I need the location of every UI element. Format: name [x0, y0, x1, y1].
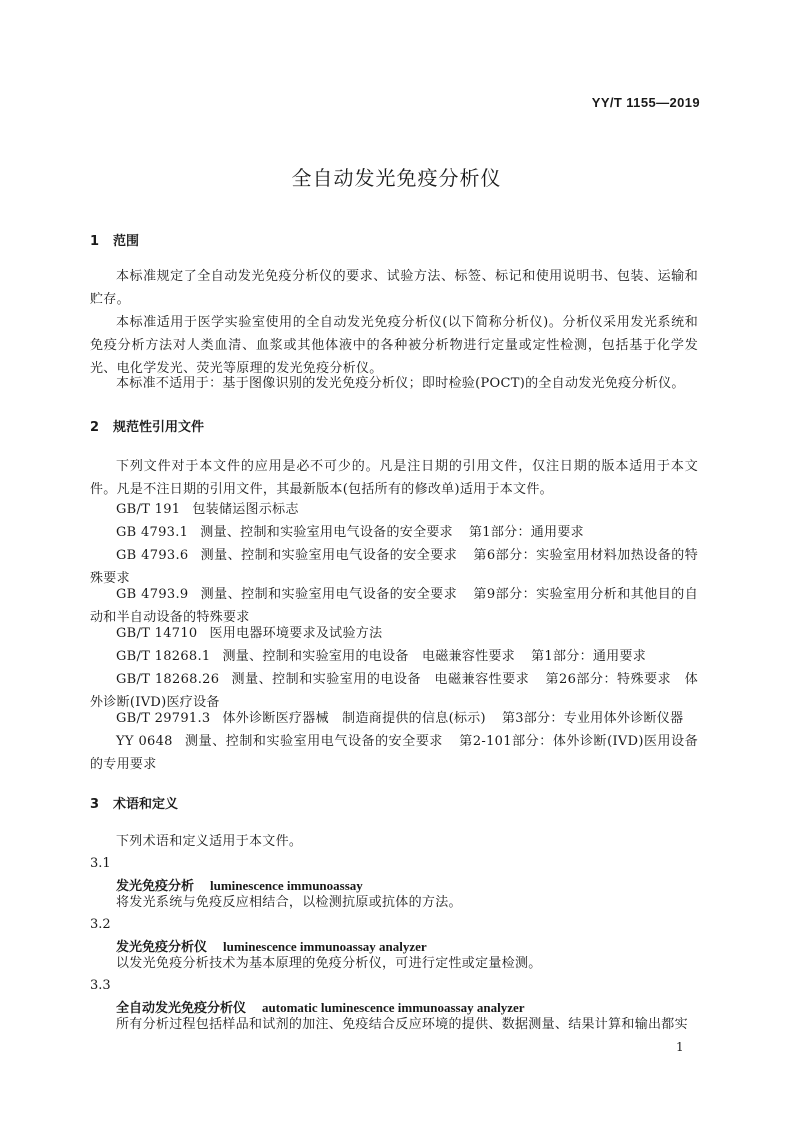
section-title: 范围 [113, 234, 140, 249]
reference-code: GB 4793.6 [116, 548, 189, 563]
reference-title: 测量、控制和实验室用电气设备的安全要求 [184, 734, 443, 749]
reference-code: GB/T 18268.1 [116, 649, 211, 664]
reference-code: GB/T 18268.26 [116, 672, 220, 687]
section-3-heading [90, 793, 178, 812]
section-2-heading [90, 416, 204, 435]
reference-title: 测量、控制和实验室用电气设备的安全要求 [200, 587, 458, 602]
normative-reference [90, 645, 698, 668]
standard-id: YY/T 1155—2019 [591, 95, 700, 110]
reference-title: 测量、控制和实验室用电气设备的安全要求 [200, 525, 453, 540]
term-cn: 发光免疫分析 [116, 879, 195, 894]
reference-title: 体外诊断医疗器械 制造商提供的信息(标示) [222, 711, 486, 726]
paragraph: 本标准不适用于：基于图像识别的发光免疫分析仪；即时检验(POCT)的全自动发光免疫分析仪。 [116, 376, 685, 391]
reference-part: 第26部分：特殊要求 体外诊断(IVD)医疗设备 [90, 672, 698, 710]
reference-part: 第1部分：通用要求 [531, 649, 647, 664]
paragraph: 下列术语和定义适用于本文件。 [116, 834, 303, 849]
reference-part: 第3部分：专业用体外诊断仪器 [501, 711, 684, 726]
term-cn: 发光免疫分析仪 [116, 940, 208, 955]
reference-title: 测量、控制和实验室用的电设备 电磁兼容性要求 [231, 672, 530, 687]
normative-reference [90, 707, 698, 730]
reference-code: GB/T 191 [116, 502, 181, 517]
term-en: luminescence immunoassay analyzer [223, 939, 427, 954]
reference-code: GB 4793.9 [116, 587, 189, 602]
term-number: 3.1 [90, 856, 111, 871]
reference-part: 第2-101部分：体外诊断(IVD)医用设备的专用要求 [90, 734, 699, 772]
reference-title: 测量、控制和实验室用电气设备的安全要求 [200, 548, 458, 563]
document-title: 全自动发光免疫分析仪 [291, 166, 502, 190]
section-number: 2 [90, 420, 100, 435]
normative-reference [90, 622, 698, 645]
term-number: 3.2 [90, 917, 111, 932]
page-number: 1 [676, 1040, 684, 1054]
reference-code: GB/T 14710 [116, 626, 198, 641]
reference-code: GB/T 29791.3 [116, 711, 211, 726]
reference-part: 第1部分：通用要求 [468, 525, 584, 540]
term-number: 3.3 [90, 978, 111, 993]
reference-code: GB 4793.1 [116, 525, 189, 540]
term-definition: 以发光免疫分析技术为基本原理的免疫分析仪，可进行定性或定量检测。 [116, 956, 542, 971]
reference-part: 第6部分：实验室用材料加热设备的特殊要求 [90, 548, 698, 586]
normative-reference [90, 730, 698, 776]
reference-title: 医用电器环境要求及试验方法 [209, 626, 383, 641]
term-definition: 将发光系统与免疫反应相结合，以检测抗原或抗体的方法。 [116, 895, 462, 910]
term-en: luminescence immunoassay [210, 878, 363, 893]
paragraph: 本标准适用于医学实验室使用的全自动发光免疫分析仪(以下简称分析仪)。分析仪采用发光系统和免疫分析方法对人类血清、血浆或其他体液中的各种被分析物进行定量或定性检测，包括基于化学发光、电化学发光、荧光等原理的发光免疫分析仪。 [90, 315, 698, 376]
term-cn: 全自动发光免疫分析仪 [116, 1001, 247, 1016]
section-number: 1 [90, 234, 100, 249]
reference-code: YY 0648 [116, 734, 173, 749]
reference-title: 包装储运图示标志 [192, 502, 299, 517]
reference-title: 测量、控制和实验室用的电设备 电磁兼容性要求 [222, 649, 516, 664]
paragraph: 本标准规定了全自动发光免疫分析仪的要求、试验方法、标签、标记和使用说明书、包装、运输和贮存。 [90, 269, 698, 307]
section-title: 术语和定义 [113, 797, 179, 812]
section-title: 规范性引用文件 [113, 420, 205, 435]
section-1-heading [90, 230, 139, 249]
term-definition: 所有分析过程包括样品和试剂的加注、免疫结合反应环境的提供、数据测量、结果计算和输出都实 [116, 1017, 688, 1032]
reference-part: 第9部分：实验室用分析和其他目的自动和半自动设备的特殊要求 [90, 587, 698, 625]
normative-reference [90, 521, 698, 544]
section-number: 3 [90, 797, 100, 812]
paragraph: 下列文件对于本文件的应用是必不可少的。凡是注日期的引用文件，仅注日期的版本适用于本文件。凡是不注日期的引用文件，其最新版本(包括所有的修改单)适用于本文件。 [90, 459, 698, 497]
term-en: automatic luminescence immunoassay analyzer [262, 1000, 525, 1015]
normative-reference [90, 498, 698, 521]
